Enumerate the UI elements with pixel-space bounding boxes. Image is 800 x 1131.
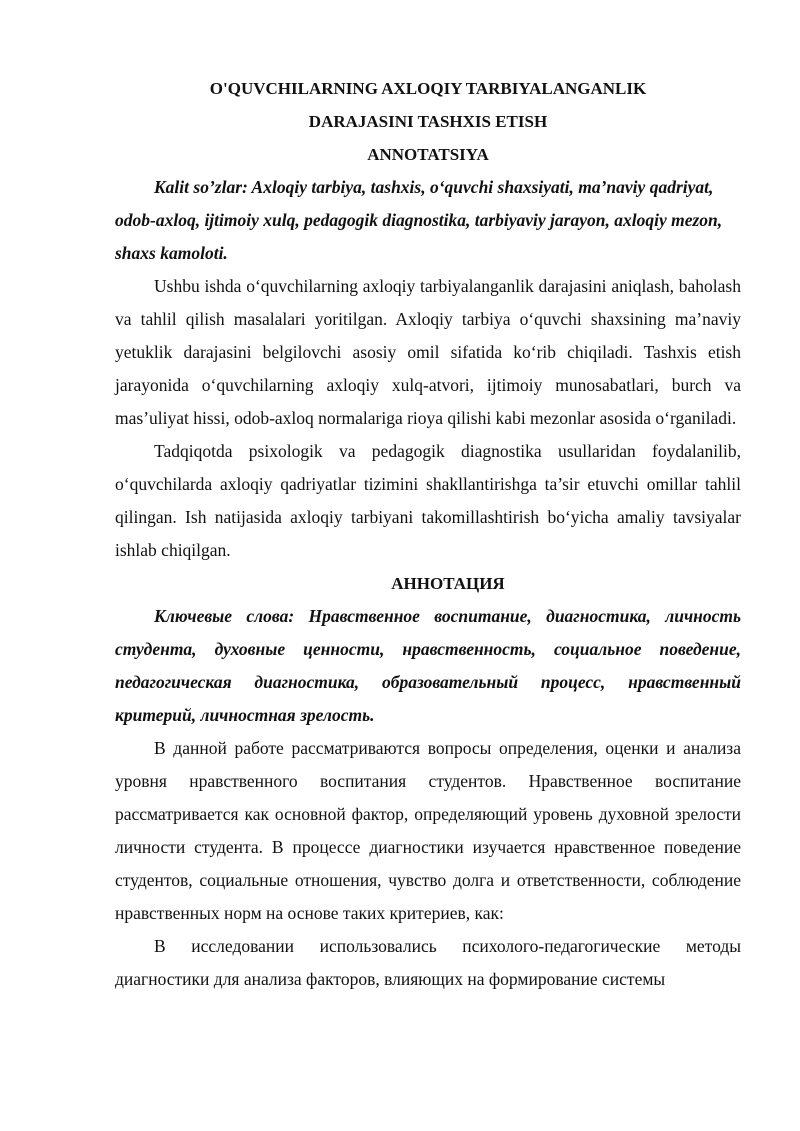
paragraph-ru-2: В исследовании использовались психолого-педагогические методы диагностики для анализа факторов, влияющих на формирование системы <box>115 936 741 989</box>
annotation-heading-uz: ANNOTATSIYA <box>367 145 489 164</box>
title-line-2: DARAJASINI TASHXIS ETISH <box>308 112 548 131</box>
document-page <box>115 72 741 996</box>
annotation-heading-ru: АННОТАЦИЯ <box>391 574 505 593</box>
keywords-ru: Ключевые слова: Нравственное воспитание, диагностика, личность студента, духовные ценности, нравственность, социальное поведение, педагогическая диагностика, образовательный процесс, нравственный критерий, личностная зрелость. <box>115 606 741 725</box>
paragraph-uz-2: Tadqiqotda psixologik va pedagogik diagnostika usullaridan foydalanilib, o‘quvchilarda axloqiy qadriyatlar tizimini shakllantirishga ta’sir etuvchi omillar tahlil qilingan. Ish natijasida axloqiy tarbiyani takomillashtirish bo‘yicha amaliy tavsiyalar ishlab chiqilgan. <box>115 441 741 560</box>
paragraph-ru-1: В данной работе рассматриваются вопросы определения, оценки и анализа уровня нравственного воспитания студентов. Нравственное воспитание рассматривается как основной фактор, определяющий уровень духовной зрелости личности студента. В процессе диагностики изучается нравственное поведение студентов, социальные отношения, чувство долга и ответственности, соблюдение нравственных норм на основе таких критериев, как: <box>115 738 741 923</box>
paragraph-uz-1: Ushbu ishda o‘quvchilarning axloqiy tarbiyalanganlik darajasini aniqlash, baholash va tahlil qilish masalalari yoritilgan. Axloqiy tarbiya o‘quvchi shaxsining ma’naviy yetuklik darajasini belgilovchi asosiy omil sifatida ko‘rib chiqiladi. Tashxis etish jarayonida o‘quvchilarning axloqiy xulq-atvori, ijtimoiy munosabatlari, burch va mas’uliyat hissi, odob-axloq normalariga rioya qilishi kabi mezonlar asosida o‘rganiladi. <box>115 276 741 428</box>
keywords-uz: Kalit so’zlar: Axloqiy tarbiya, tashxis, o‘quvchi shaxsiyati, ma’naviy qadriyat, odob-axloq, ijtimoiy xulq, pedagogik diagnostika, tarbiyaviy jarayon, axloqiy mezon, shaxs kamoloti. <box>115 177 723 263</box>
title-line-1: O'QUVCHILARNING AXLOQIY TARBIYALANGANLIK <box>209 79 647 98</box>
